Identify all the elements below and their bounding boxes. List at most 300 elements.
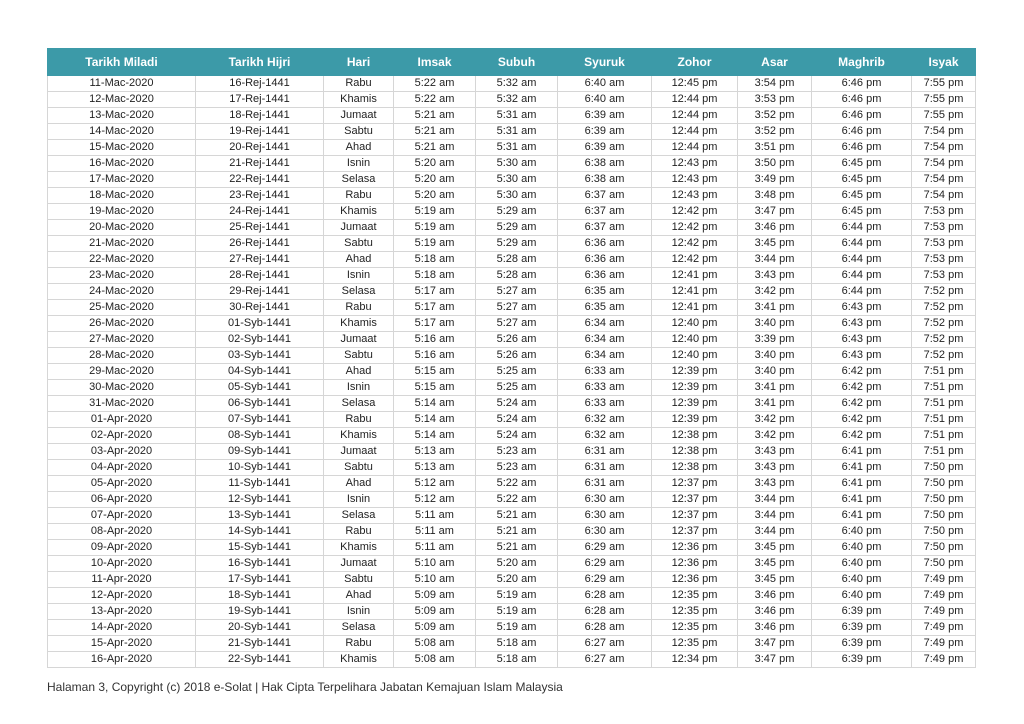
cell-tarikh-miladi: 11-Mac-2020 <box>48 76 196 92</box>
cell-syuruk: 6:27 am <box>558 636 652 652</box>
cell-asar: 3:46 pm <box>738 588 812 604</box>
cell-zohor: 12:38 pm <box>652 444 738 460</box>
cell-tarikh-miladi: 27-Mac-2020 <box>48 332 196 348</box>
cell-syuruk: 6:29 am <box>558 556 652 572</box>
table-row <box>48 172 976 188</box>
cell-zohor: 12:35 pm <box>652 636 738 652</box>
cell-tarikh-hijri: 16-Rej-1441 <box>196 76 324 92</box>
cell-tarikh-miladi: 20-Mac-2020 <box>48 220 196 236</box>
cell-syuruk: 6:37 am <box>558 220 652 236</box>
cell-syuruk: 6:27 am <box>558 652 652 668</box>
cell-tarikh-hijri: 04-Syb-1441 <box>196 364 324 380</box>
table-row <box>48 572 976 588</box>
cell-asar: 3:39 pm <box>738 332 812 348</box>
cell-maghrib: 6:46 pm <box>812 124 912 140</box>
cell-tarikh-hijri: 20-Syb-1441 <box>196 620 324 636</box>
cell-isyak: 7:50 pm <box>912 556 976 572</box>
cell-subuh: 5:27 am <box>476 284 558 300</box>
cell-zohor: 12:42 pm <box>652 204 738 220</box>
cell-asar: 3:42 pm <box>738 428 812 444</box>
cell-tarikh-miladi: 09-Apr-2020 <box>48 540 196 556</box>
cell-subuh: 5:22 am <box>476 492 558 508</box>
cell-tarikh-miladi: 24-Mac-2020 <box>48 284 196 300</box>
cell-maghrib: 6:44 pm <box>812 236 912 252</box>
cell-maghrib: 6:44 pm <box>812 220 912 236</box>
cell-tarikh-miladi: 29-Mac-2020 <box>48 364 196 380</box>
cell-imsak: 5:19 am <box>394 204 476 220</box>
cell-imsak: 5:19 am <box>394 220 476 236</box>
table-row <box>48 364 976 380</box>
cell-tarikh-miladi: 01-Apr-2020 <box>48 412 196 428</box>
cell-asar: 3:48 pm <box>738 188 812 204</box>
column-header-syuruk: Syuruk <box>558 49 652 76</box>
cell-hari: Khamis <box>324 316 394 332</box>
cell-hari: Isnin <box>324 604 394 620</box>
cell-subuh: 5:28 am <box>476 252 558 268</box>
cell-imsak: 5:15 am <box>394 364 476 380</box>
table-row <box>48 636 976 652</box>
cell-imsak: 5:10 am <box>394 572 476 588</box>
cell-maghrib: 6:41 pm <box>812 444 912 460</box>
cell-asar: 3:44 pm <box>738 524 812 540</box>
table-row <box>48 252 976 268</box>
cell-imsak: 5:09 am <box>394 604 476 620</box>
cell-zohor: 12:37 pm <box>652 508 738 524</box>
cell-tarikh-miladi: 10-Apr-2020 <box>48 556 196 572</box>
cell-isyak: 7:54 pm <box>912 156 976 172</box>
cell-zohor: 12:37 pm <box>652 492 738 508</box>
cell-maghrib: 6:41 pm <box>812 492 912 508</box>
cell-imsak: 5:17 am <box>394 284 476 300</box>
cell-maghrib: 6:42 pm <box>812 428 912 444</box>
table-row <box>48 124 976 140</box>
cell-isyak: 7:53 pm <box>912 252 976 268</box>
cell-hari: Selasa <box>324 284 394 300</box>
cell-maghrib: 6:45 pm <box>812 188 912 204</box>
cell-asar: 3:49 pm <box>738 172 812 188</box>
cell-subuh: 5:31 am <box>476 140 558 156</box>
cell-hari: Rabu <box>324 188 394 204</box>
cell-imsak: 5:21 am <box>394 124 476 140</box>
cell-tarikh-miladi: 26-Mac-2020 <box>48 316 196 332</box>
cell-maghrib: 6:45 pm <box>812 204 912 220</box>
cell-tarikh-hijri: 28-Rej-1441 <box>196 268 324 284</box>
table-row <box>48 604 976 620</box>
cell-hari: Jumaat <box>324 108 394 124</box>
cell-tarikh-hijri: 03-Syb-1441 <box>196 348 324 364</box>
cell-hari: Sabtu <box>324 460 394 476</box>
cell-subuh: 5:22 am <box>476 476 558 492</box>
cell-imsak: 5:14 am <box>394 412 476 428</box>
cell-tarikh-hijri: 27-Rej-1441 <box>196 252 324 268</box>
cell-subuh: 5:19 am <box>476 588 558 604</box>
cell-zohor: 12:44 pm <box>652 92 738 108</box>
cell-tarikh-hijri: 14-Syb-1441 <box>196 524 324 540</box>
cell-syuruk: 6:32 am <box>558 428 652 444</box>
cell-tarikh-hijri: 02-Syb-1441 <box>196 332 324 348</box>
cell-subuh: 5:19 am <box>476 604 558 620</box>
cell-syuruk: 6:35 am <box>558 284 652 300</box>
cell-imsak: 5:11 am <box>394 524 476 540</box>
cell-zohor: 12:44 pm <box>652 140 738 156</box>
cell-zohor: 12:39 pm <box>652 380 738 396</box>
cell-isyak: 7:51 pm <box>912 428 976 444</box>
cell-syuruk: 6:28 am <box>558 588 652 604</box>
cell-tarikh-hijri: 01-Syb-1441 <box>196 316 324 332</box>
cell-isyak: 7:53 pm <box>912 236 976 252</box>
cell-isyak: 7:52 pm <box>912 300 976 316</box>
cell-tarikh-hijri: 15-Syb-1441 <box>196 540 324 556</box>
cell-hari: Rabu <box>324 300 394 316</box>
cell-isyak: 7:51 pm <box>912 444 976 460</box>
cell-hari: Sabtu <box>324 236 394 252</box>
cell-imsak: 5:17 am <box>394 316 476 332</box>
cell-subuh: 5:25 am <box>476 380 558 396</box>
cell-tarikh-miladi: 12-Apr-2020 <box>48 588 196 604</box>
table-row <box>48 460 976 476</box>
cell-subuh: 5:19 am <box>476 620 558 636</box>
cell-tarikh-hijri: 21-Syb-1441 <box>196 636 324 652</box>
cell-imsak: 5:22 am <box>394 76 476 92</box>
cell-zohor: 12:41 pm <box>652 300 738 316</box>
cell-asar: 3:52 pm <box>738 108 812 124</box>
cell-zohor: 12:38 pm <box>652 428 738 444</box>
cell-tarikh-hijri: 12-Syb-1441 <box>196 492 324 508</box>
cell-zohor: 12:37 pm <box>652 476 738 492</box>
cell-isyak: 7:50 pm <box>912 540 976 556</box>
cell-syuruk: 6:33 am <box>558 396 652 412</box>
cell-subuh: 5:29 am <box>476 220 558 236</box>
column-header-asar: Asar <box>738 49 812 76</box>
cell-syuruk: 6:37 am <box>558 204 652 220</box>
cell-syuruk: 6:30 am <box>558 508 652 524</box>
cell-zohor: 12:40 pm <box>652 316 738 332</box>
cell-zohor: 12:42 pm <box>652 220 738 236</box>
cell-syuruk: 6:36 am <box>558 236 652 252</box>
cell-tarikh-miladi: 15-Mac-2020 <box>48 140 196 156</box>
cell-syuruk: 6:34 am <box>558 316 652 332</box>
table-row <box>48 236 976 252</box>
table-row <box>48 652 976 668</box>
column-header-subuh: Subuh <box>476 49 558 76</box>
cell-syuruk: 6:36 am <box>558 252 652 268</box>
cell-asar: 3:43 pm <box>738 460 812 476</box>
cell-zohor: 12:42 pm <box>652 236 738 252</box>
cell-subuh: 5:30 am <box>476 188 558 204</box>
cell-hari: Isnin <box>324 156 394 172</box>
table-row <box>48 476 976 492</box>
cell-hari: Selasa <box>324 172 394 188</box>
cell-imsak: 5:12 am <box>394 492 476 508</box>
cell-zohor: 12:35 pm <box>652 588 738 604</box>
cell-tarikh-hijri: 21-Rej-1441 <box>196 156 324 172</box>
cell-isyak: 7:50 pm <box>912 524 976 540</box>
cell-tarikh-miladi: 03-Apr-2020 <box>48 444 196 460</box>
cell-asar: 3:50 pm <box>738 156 812 172</box>
cell-tarikh-hijri: 18-Syb-1441 <box>196 588 324 604</box>
cell-isyak: 7:53 pm <box>912 268 976 284</box>
cell-isyak: 7:54 pm <box>912 188 976 204</box>
table-row <box>48 492 976 508</box>
cell-zohor: 12:35 pm <box>652 620 738 636</box>
cell-isyak: 7:55 pm <box>912 108 976 124</box>
cell-subuh: 5:30 am <box>476 172 558 188</box>
cell-isyak: 7:50 pm <box>912 508 976 524</box>
cell-hari: Rabu <box>324 76 394 92</box>
cell-asar: 3:42 pm <box>738 412 812 428</box>
cell-syuruk: 6:29 am <box>558 540 652 556</box>
cell-imsak: 5:22 am <box>394 92 476 108</box>
cell-maghrib: 6:40 pm <box>812 588 912 604</box>
cell-asar: 3:52 pm <box>738 124 812 140</box>
cell-syuruk: 6:31 am <box>558 476 652 492</box>
cell-tarikh-miladi: 21-Mac-2020 <box>48 236 196 252</box>
cell-asar: 3:44 pm <box>738 492 812 508</box>
cell-zohor: 12:40 pm <box>652 332 738 348</box>
table-row <box>48 140 976 156</box>
cell-tarikh-hijri: 26-Rej-1441 <box>196 236 324 252</box>
cell-hari: Khamis <box>324 652 394 668</box>
cell-subuh: 5:26 am <box>476 348 558 364</box>
cell-asar: 3:45 pm <box>738 236 812 252</box>
cell-zohor: 12:38 pm <box>652 460 738 476</box>
cell-zohor: 12:44 pm <box>652 108 738 124</box>
cell-zohor: 12:42 pm <box>652 252 738 268</box>
cell-asar: 3:43 pm <box>738 268 812 284</box>
cell-tarikh-miladi: 14-Apr-2020 <box>48 620 196 636</box>
cell-subuh: 5:27 am <box>476 300 558 316</box>
cell-hari: Ahad <box>324 588 394 604</box>
cell-imsak: 5:18 am <box>394 252 476 268</box>
cell-zohor: 12:39 pm <box>652 396 738 412</box>
cell-tarikh-hijri: 19-Rej-1441 <box>196 124 324 140</box>
cell-subuh: 5:29 am <box>476 204 558 220</box>
cell-hari: Selasa <box>324 396 394 412</box>
cell-maghrib: 6:46 pm <box>812 108 912 124</box>
cell-maghrib: 6:42 pm <box>812 380 912 396</box>
cell-subuh: 5:21 am <box>476 524 558 540</box>
cell-subuh: 5:31 am <box>476 124 558 140</box>
cell-asar: 3:47 pm <box>738 204 812 220</box>
table-row <box>48 540 976 556</box>
cell-subuh: 5:32 am <box>476 92 558 108</box>
cell-subuh: 5:23 am <box>476 460 558 476</box>
cell-subuh: 5:18 am <box>476 652 558 668</box>
cell-maghrib: 6:44 pm <box>812 284 912 300</box>
cell-tarikh-miladi: 15-Apr-2020 <box>48 636 196 652</box>
cell-maghrib: 6:40 pm <box>812 524 912 540</box>
cell-hari: Khamis <box>324 540 394 556</box>
cell-isyak: 7:49 pm <box>912 652 976 668</box>
cell-tarikh-miladi: 30-Mac-2020 <box>48 380 196 396</box>
cell-maghrib: 6:40 pm <box>812 540 912 556</box>
cell-maghrib: 6:40 pm <box>812 572 912 588</box>
cell-tarikh-miladi: 04-Apr-2020 <box>48 460 196 476</box>
cell-zohor: 12:36 pm <box>652 572 738 588</box>
cell-subuh: 5:27 am <box>476 316 558 332</box>
table-body <box>48 76 976 668</box>
cell-isyak: 7:49 pm <box>912 572 976 588</box>
table-row <box>48 300 976 316</box>
cell-tarikh-hijri: 19-Syb-1441 <box>196 604 324 620</box>
cell-imsak: 5:13 am <box>394 444 476 460</box>
cell-subuh: 5:21 am <box>476 508 558 524</box>
cell-tarikh-hijri: 22-Rej-1441 <box>196 172 324 188</box>
cell-imsak: 5:12 am <box>394 476 476 492</box>
cell-tarikh-miladi: 22-Mac-2020 <box>48 252 196 268</box>
cell-syuruk: 6:39 am <box>558 124 652 140</box>
cell-isyak: 7:53 pm <box>912 204 976 220</box>
cell-zohor: 12:45 pm <box>652 76 738 92</box>
cell-isyak: 7:50 pm <box>912 492 976 508</box>
cell-asar: 3:40 pm <box>738 316 812 332</box>
cell-hari: Khamis <box>324 92 394 108</box>
cell-hari: Sabtu <box>324 124 394 140</box>
cell-tarikh-miladi: 05-Apr-2020 <box>48 476 196 492</box>
cell-tarikh-hijri: 16-Syb-1441 <box>196 556 324 572</box>
cell-isyak: 7:53 pm <box>912 220 976 236</box>
cell-subuh: 5:29 am <box>476 236 558 252</box>
cell-syuruk: 6:28 am <box>558 620 652 636</box>
cell-maghrib: 6:45 pm <box>812 172 912 188</box>
cell-isyak: 7:50 pm <box>912 460 976 476</box>
cell-asar: 3:43 pm <box>738 444 812 460</box>
cell-zohor: 12:40 pm <box>652 348 738 364</box>
cell-hari: Jumaat <box>324 332 394 348</box>
cell-subuh: 5:20 am <box>476 556 558 572</box>
cell-imsak: 5:08 am <box>394 636 476 652</box>
cell-tarikh-hijri: 09-Syb-1441 <box>196 444 324 460</box>
cell-maghrib: 6:43 pm <box>812 348 912 364</box>
cell-tarikh-miladi: 13-Apr-2020 <box>48 604 196 620</box>
cell-tarikh-miladi: 12-Mac-2020 <box>48 92 196 108</box>
cell-asar: 3:44 pm <box>738 252 812 268</box>
cell-isyak: 7:49 pm <box>912 588 976 604</box>
cell-tarikh-miladi: 06-Apr-2020 <box>48 492 196 508</box>
cell-maghrib: 6:45 pm <box>812 156 912 172</box>
cell-syuruk: 6:39 am <box>558 140 652 156</box>
cell-syuruk: 6:40 am <box>558 92 652 108</box>
cell-hari: Ahad <box>324 252 394 268</box>
cell-zohor: 12:39 pm <box>652 412 738 428</box>
cell-tarikh-miladi: 16-Mac-2020 <box>48 156 196 172</box>
column-header-zohor: Zohor <box>652 49 738 76</box>
cell-hari: Jumaat <box>324 444 394 460</box>
cell-tarikh-miladi: 08-Apr-2020 <box>48 524 196 540</box>
cell-subuh: 5:32 am <box>476 76 558 92</box>
cell-tarikh-miladi: 11-Apr-2020 <box>48 572 196 588</box>
table-row <box>48 316 976 332</box>
table-row <box>48 188 976 204</box>
cell-maghrib: 6:42 pm <box>812 396 912 412</box>
table-row <box>48 268 976 284</box>
cell-hari: Rabu <box>324 412 394 428</box>
cell-tarikh-hijri: 17-Rej-1441 <box>196 92 324 108</box>
cell-asar: 3:45 pm <box>738 540 812 556</box>
cell-isyak: 7:51 pm <box>912 396 976 412</box>
cell-syuruk: 6:30 am <box>558 524 652 540</box>
cell-zohor: 12:41 pm <box>652 268 738 284</box>
cell-tarikh-hijri: 10-Syb-1441 <box>196 460 324 476</box>
cell-hari: Rabu <box>324 636 394 652</box>
cell-zohor: 12:39 pm <box>652 364 738 380</box>
cell-syuruk: 6:31 am <box>558 460 652 476</box>
cell-imsak: 5:21 am <box>394 108 476 124</box>
cell-isyak: 7:52 pm <box>912 348 976 364</box>
cell-isyak: 7:51 pm <box>912 380 976 396</box>
cell-hari: Khamis <box>324 204 394 220</box>
cell-isyak: 7:54 pm <box>912 172 976 188</box>
cell-maghrib: 6:46 pm <box>812 76 912 92</box>
cell-subuh: 5:26 am <box>476 332 558 348</box>
cell-imsak: 5:15 am <box>394 380 476 396</box>
table-row <box>48 156 976 172</box>
cell-tarikh-hijri: 24-Rej-1441 <box>196 204 324 220</box>
cell-tarikh-miladi: 07-Apr-2020 <box>48 508 196 524</box>
column-header-hari: Hari <box>324 49 394 76</box>
cell-hari: Ahad <box>324 140 394 156</box>
cell-tarikh-hijri: 06-Syb-1441 <box>196 396 324 412</box>
table-row <box>48 508 976 524</box>
cell-subuh: 5:30 am <box>476 156 558 172</box>
cell-syuruk: 6:39 am <box>558 108 652 124</box>
cell-zohor: 12:37 pm <box>652 524 738 540</box>
cell-imsak: 5:08 am <box>394 652 476 668</box>
cell-asar: 3:42 pm <box>738 284 812 300</box>
cell-imsak: 5:20 am <box>394 188 476 204</box>
cell-tarikh-hijri: 08-Syb-1441 <box>196 428 324 444</box>
column-header-imsak: Imsak <box>394 49 476 76</box>
cell-imsak: 5:11 am <box>394 540 476 556</box>
cell-isyak: 7:55 pm <box>912 76 976 92</box>
cell-tarikh-miladi: 19-Mac-2020 <box>48 204 196 220</box>
cell-subuh: 5:31 am <box>476 108 558 124</box>
cell-tarikh-hijri: 30-Rej-1441 <box>196 300 324 316</box>
cell-imsak: 5:13 am <box>394 460 476 476</box>
cell-imsak: 5:21 am <box>394 140 476 156</box>
cell-asar: 3:41 pm <box>738 380 812 396</box>
cell-imsak: 5:19 am <box>394 236 476 252</box>
cell-hari: Isnin <box>324 492 394 508</box>
cell-tarikh-miladi: 28-Mac-2020 <box>48 348 196 364</box>
cell-maghrib: 6:41 pm <box>812 508 912 524</box>
cell-imsak: 5:09 am <box>394 588 476 604</box>
cell-subuh: 5:24 am <box>476 428 558 444</box>
cell-imsak: 5:20 am <box>394 172 476 188</box>
cell-asar: 3:47 pm <box>738 636 812 652</box>
cell-asar: 3:40 pm <box>738 348 812 364</box>
cell-zohor: 12:34 pm <box>652 652 738 668</box>
cell-hari: Rabu <box>324 524 394 540</box>
cell-asar: 3:45 pm <box>738 572 812 588</box>
cell-maghrib: 6:44 pm <box>812 252 912 268</box>
cell-asar: 3:45 pm <box>738 556 812 572</box>
cell-tarikh-miladi: 13-Mac-2020 <box>48 108 196 124</box>
cell-maghrib: 6:40 pm <box>812 556 912 572</box>
table-row <box>48 412 976 428</box>
cell-asar: 3:44 pm <box>738 508 812 524</box>
cell-asar: 3:40 pm <box>738 364 812 380</box>
cell-maghrib: 6:42 pm <box>812 412 912 428</box>
cell-syuruk: 6:30 am <box>558 492 652 508</box>
cell-tarikh-hijri: 13-Syb-1441 <box>196 508 324 524</box>
cell-subuh: 5:28 am <box>476 268 558 284</box>
cell-maghrib: 6:46 pm <box>812 140 912 156</box>
cell-syuruk: 6:37 am <box>558 188 652 204</box>
table-row <box>48 396 976 412</box>
cell-isyak: 7:54 pm <box>912 124 976 140</box>
table-row <box>48 284 976 300</box>
